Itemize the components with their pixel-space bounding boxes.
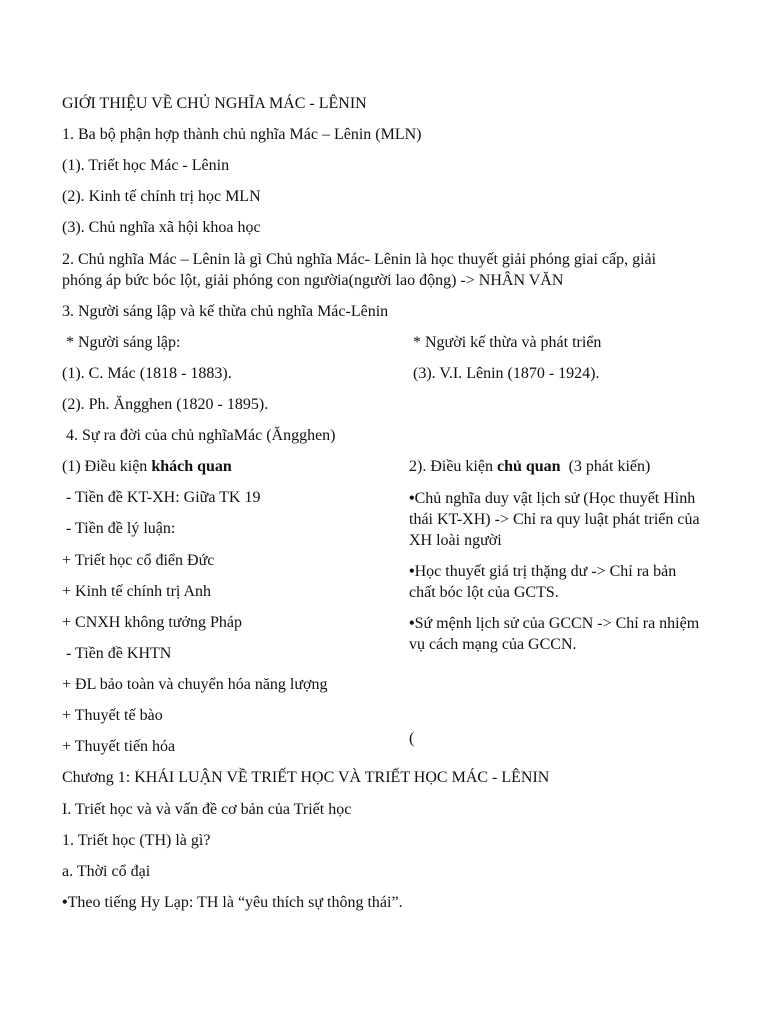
- section-2-paragraph: 2. Chủ nghĩa Mác – Lênin là gì Chủ nghĩa Mác- Lênin là học thuyết giải phóng giai cấp, giải phóng áp bức bóc lột, giải phóng con ngườia(người lao động) -> NHÂN VĂN: [62, 251, 657, 289]
- discovery-item: [409, 488, 709, 551]
- discovery-text: Sứ mệnh lịch sử của GCCN -> Chỉ ra nhiệm vụ cách mạng của GCCN.: [409, 615, 700, 653]
- objective-item: - Tiền đề lý luận:: [62, 520, 176, 537]
- trailing-parenthesis: (: [409, 730, 415, 747]
- chapter-item: I. Triết học và và vấn đề cơ bản của Triết học: [62, 801, 352, 818]
- chapter-bullet-item: [62, 893, 403, 913]
- successor-item: (3). V.I. Lênin (1870 - 1924).: [409, 365, 600, 382]
- objective-conditions-header: [62, 457, 232, 477]
- objective-item: + ĐL bảo toàn và chuyển hóa năng lượng: [62, 676, 328, 693]
- founders-header: * Người sáng lập:: [62, 334, 181, 351]
- subjective-conditions-bold: chủ quan: [496, 458, 561, 475]
- doc-title: GIỚI THIỆU VỀ CHỦ NGHĨA MÁC - LÊNIN: [62, 95, 367, 112]
- chapter-item: 1. Triết học (TH) là gì?: [62, 832, 211, 849]
- section-1-item: (1). Triết học Mác - Lênin: [62, 157, 230, 174]
- chapter-bullet-text: Theo tiếng Hy Lạp: TH là “yêu thích sự thông thái”.: [67, 894, 403, 911]
- objective-item: + Triết học cổ điển Đức: [62, 552, 215, 569]
- objective-item: + Thuyết tiến hóa: [62, 738, 176, 755]
- section-1-item: (3). Chủ nghĩa xã hội khoa học: [62, 219, 261, 236]
- discovery-text: Học thuyết giá trị thặng dư -> Chỉ ra bản chất bóc lột của GCTS.: [409, 563, 677, 601]
- section-1-heading: 1. Ba bộ phận hợp thành chủ nghĩa Mác – Lênin (MLN): [62, 126, 422, 143]
- bullet-icon: •: [409, 490, 415, 507]
- bullet-icon: •: [409, 563, 415, 580]
- subjective-conditions-header: [409, 457, 650, 477]
- bullet-icon: •: [409, 615, 415, 632]
- objective-item: + CNXH không tưởng Pháp: [62, 614, 242, 631]
- objective-conditions-prefix: (1) Điều kiện: [62, 458, 152, 475]
- founder-item: (1). C. Mác (1818 - 1883).: [62, 365, 232, 382]
- subjective-conditions-prefix: 2). Điều kiện: [409, 458, 497, 475]
- objective-item: + Thuyết tế bào: [62, 707, 163, 724]
- successors-header: * Người kế thừa và phát triển: [409, 334, 602, 351]
- objective-item: - Tiền đề KHTN: [62, 645, 172, 662]
- section-3-heading: 3. Người sáng lập và kế thừa chủ nghĩa Mác-Lênin: [62, 303, 389, 320]
- founder-item: (2). Ph. Ăngghen (1820 - 1895).: [62, 396, 269, 413]
- section-4-heading: 4. Sự ra đời của chủ nghĩaMác (Ăngghen): [62, 427, 336, 444]
- chapter-heading: Chương 1: KHÁI LUẬN VỀ TRIẾT HỌC VÀ TRIẾT HỌC MÁC - LÊNIN: [62, 769, 550, 786]
- discovery-item: [409, 561, 699, 603]
- chapter-item: a. Thời cổ đại: [62, 863, 151, 880]
- section-1-item: (2). Kinh tế chính trị học MLN: [62, 188, 261, 205]
- bullet-icon: •: [62, 894, 68, 911]
- objective-conditions-bold: khách quan: [151, 458, 232, 475]
- objective-item: - Tiền đề KT-XH: Giữa TK 19: [62, 489, 261, 506]
- discovery-text: Chủ nghĩa duy vật lịch sử (Học thuyết Hình thái KT-XH) -> Chỉ ra quy luật phát triển của XH loài người: [409, 490, 700, 549]
- objective-item: + Kinh tế chính trị Anh: [62, 583, 212, 600]
- discovery-item: [409, 613, 714, 655]
- subjective-conditions-suffix: (3 phát kiến): [560, 458, 651, 475]
